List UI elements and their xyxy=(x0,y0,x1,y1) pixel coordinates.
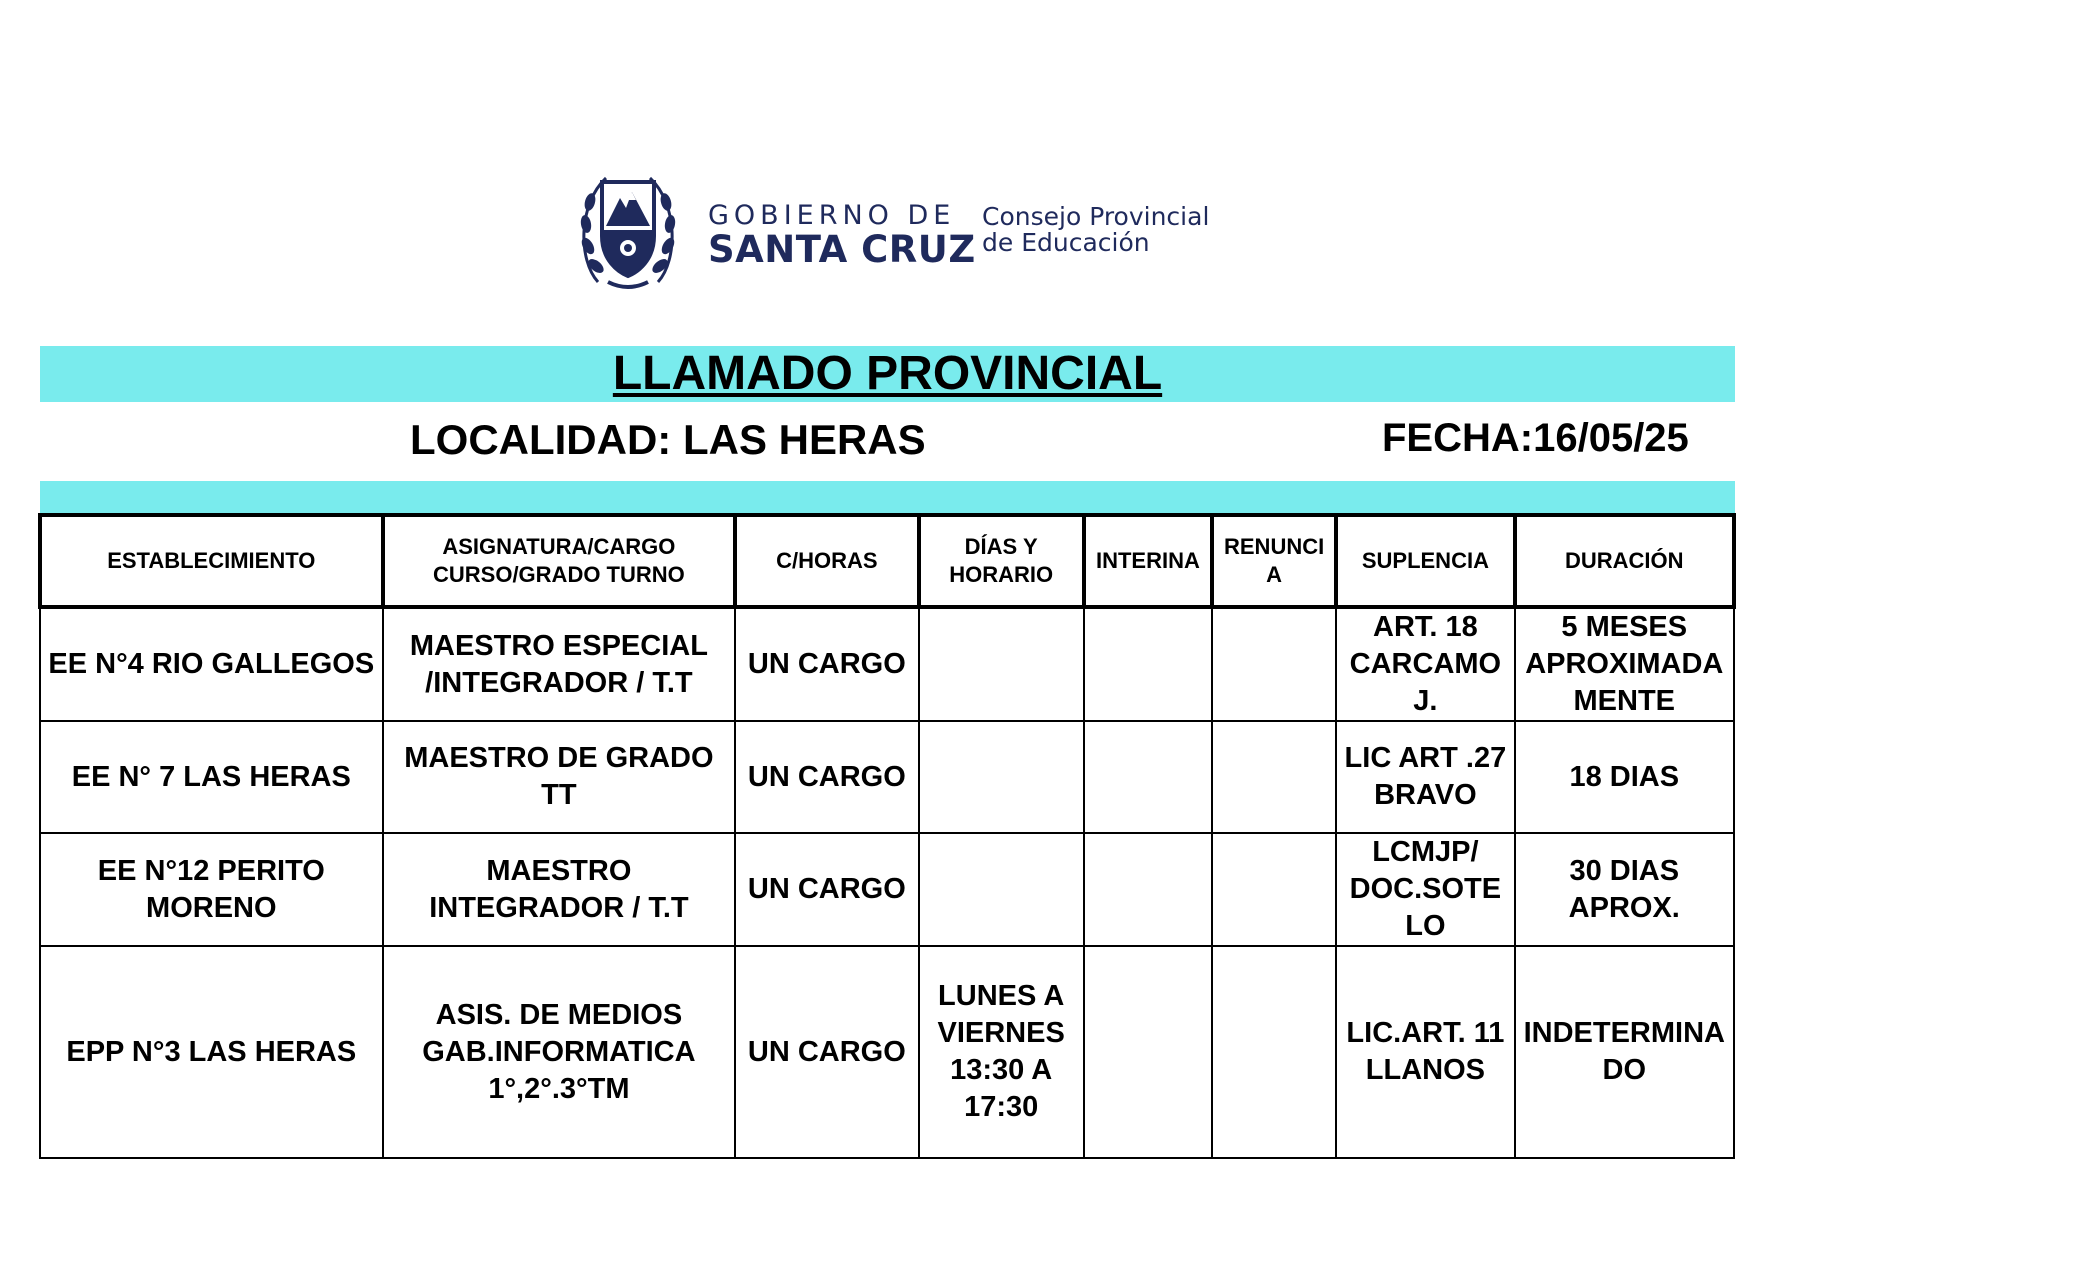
cell-interina xyxy=(1084,607,1212,721)
cell-dias xyxy=(919,607,1084,721)
cell-renuncia xyxy=(1212,946,1336,1158)
cell-duracion: 30 DIAS APROX. xyxy=(1515,833,1734,946)
cell-renuncia xyxy=(1212,833,1336,946)
table-row xyxy=(40,946,1734,1158)
logo xyxy=(576,162,1246,302)
cell-interina xyxy=(1084,946,1212,1158)
province-emblem-icon xyxy=(576,164,680,294)
cell-asignatura: MAESTRO ESPECIAL /INTEGRADOR / T.T xyxy=(383,607,736,721)
cell-horas: UN CARGO xyxy=(735,721,918,833)
cell-asignatura: MAESTRO INTEGRADOR / T.T xyxy=(383,833,736,946)
cell-duracion: INDETERMINA DO xyxy=(1515,946,1734,1158)
document-title: LLAMADO PROVINCIAL xyxy=(612,347,1163,400)
cell-renuncia xyxy=(1212,721,1336,833)
cell-dias: LUNES A VIERNES 13:30 A 17:30 xyxy=(919,946,1084,1158)
table-header-row xyxy=(40,515,1734,607)
table-row xyxy=(40,607,1734,721)
fecha-label: FECHA:16/05/25 xyxy=(1382,416,1689,460)
cell-renuncia xyxy=(1212,607,1336,721)
localidad-label: LOCALIDAD: LAS HERAS xyxy=(410,416,926,463)
cell-suplencia: LCMJP/ DOC.SOTE LO xyxy=(1336,833,1514,946)
cell-horas: UN CARGO xyxy=(735,946,918,1158)
cell-suplencia: LIC ART .27 BRAVO xyxy=(1336,721,1514,833)
cell-dias xyxy=(919,833,1084,946)
header-establecimiento: ESTABLECIMIENTO xyxy=(40,515,383,607)
cell-horas: UN CARGO xyxy=(735,833,918,946)
logo-org-line-1: Consejo Provincial xyxy=(982,202,1210,231)
cell-establecimiento: EPP N°3 LAS HERAS xyxy=(40,946,383,1158)
cell-interina xyxy=(1084,833,1212,946)
header-horas: C/HORAS xyxy=(735,515,918,607)
header-interina: INTERINA xyxy=(1084,515,1212,607)
cell-suplencia: LIC.ART. 11 LLANOS xyxy=(1336,946,1514,1158)
cell-asignatura: ASIS. DE MEDIOS GAB.INFORMATICA 1°,2°.3°TM xyxy=(383,946,736,1158)
cell-asignatura: MAESTRO DE GRADO TT xyxy=(383,721,736,833)
cell-duracion: 5 MESES APROXIMADA MENTE xyxy=(1515,607,1734,721)
cell-establecimiento: EE N°12 PERITO MORENO xyxy=(40,833,383,946)
header-suplencia: SUPLENCIA xyxy=(1336,515,1514,607)
cell-interina xyxy=(1084,721,1212,833)
cell-establecimiento: EE N°4 RIO GALLEGOS xyxy=(40,607,383,721)
logo-org-line-2: de Educación xyxy=(982,228,1150,257)
cell-duracion: 18 DIAS xyxy=(1515,721,1734,833)
cell-horas: UN CARGO xyxy=(735,607,918,721)
logo-line-2: SANTA CRUZ xyxy=(708,228,976,271)
header-dias-horario: DÍAS Y HORARIO xyxy=(919,515,1084,607)
header-renuncia: RENUNCI A xyxy=(1212,515,1336,607)
header-duracion: DURACIÓN xyxy=(1515,515,1734,607)
header-asignatura: ASIGNATURA/CARGO CURSO/GRADO TURNO xyxy=(383,515,736,607)
cell-establecimiento: EE N° 7 LAS HERAS xyxy=(40,721,383,833)
table-row xyxy=(40,833,1734,946)
logo-line-1: GOBIERNO DE xyxy=(708,200,956,231)
cell-suplencia: ART. 18 CARCAMO J. xyxy=(1336,607,1514,721)
separator-band xyxy=(40,481,1735,513)
table-row xyxy=(40,721,1734,833)
cell-dias xyxy=(919,721,1084,833)
positions-table xyxy=(38,513,1736,1159)
